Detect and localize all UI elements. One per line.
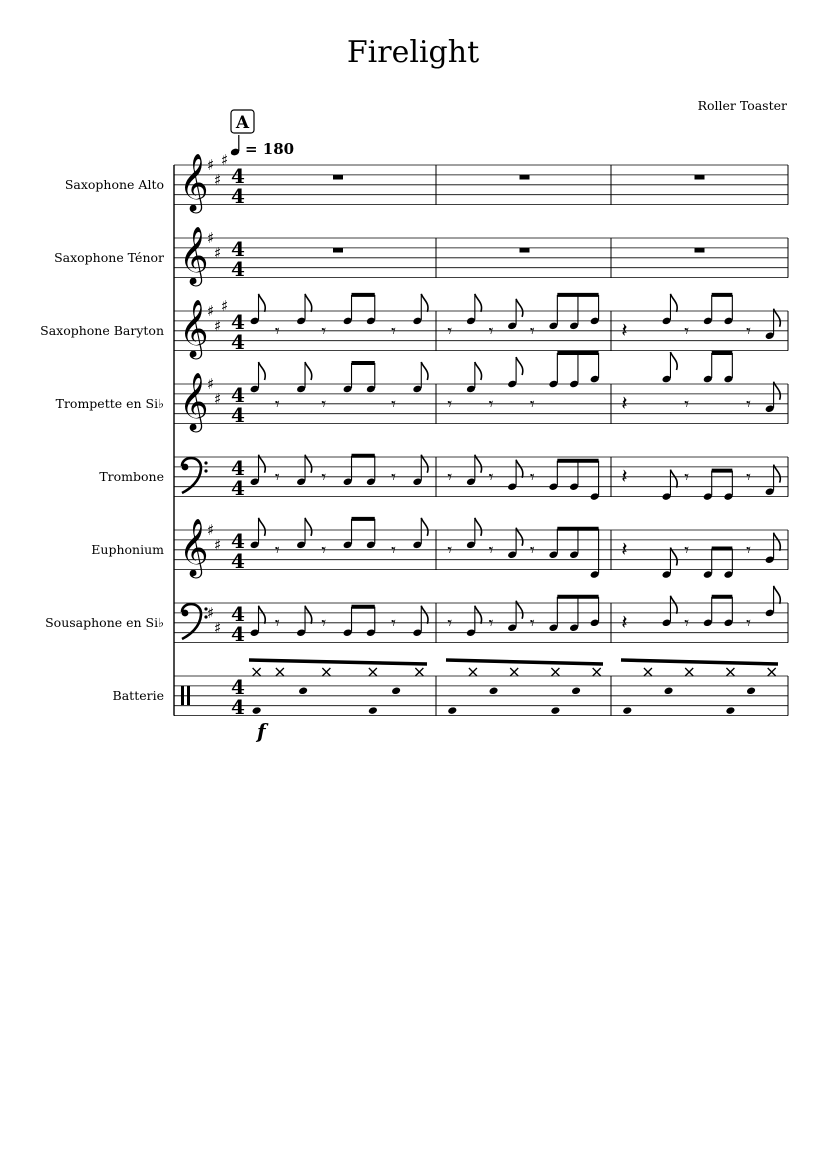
staff-saxophone-t-nor [54, 226, 788, 287]
sharp-icon: ♯ [214, 535, 222, 554]
notehead [489, 686, 499, 695]
eighth-rest: 𝄾 [529, 467, 535, 488]
time-signature-denominator: 4 [231, 403, 245, 427]
quarter-rest: 𝄽 [621, 318, 628, 342]
staff-trombone [99, 455, 788, 501]
eighth-rest: 𝄾 [746, 467, 751, 488]
whole-rest [333, 248, 343, 253]
quarter-rest: 𝄽 [621, 391, 628, 415]
instrument-name: Sousaphone en Si♭ [45, 615, 164, 630]
hihat-note [369, 668, 377, 676]
staff-sousaphone-en-si- [45, 586, 788, 646]
quarter-rest: 𝄽 [621, 610, 628, 634]
whole-rest [520, 248, 530, 253]
flag [516, 357, 523, 375]
flag [670, 294, 677, 312]
eighth-rest: 𝄾 [447, 613, 453, 634]
notehead [252, 706, 262, 715]
whole-rest [520, 175, 530, 180]
notehead [391, 686, 401, 695]
eighth-rest: 𝄾 [274, 613, 280, 634]
eighth-rest: 𝄾 [746, 321, 751, 342]
notehead [664, 686, 674, 695]
flag [475, 455, 482, 473]
flag [475, 518, 482, 536]
notehead [298, 686, 308, 695]
eighth-rest: 𝄾 [488, 613, 494, 634]
eighth-rest: 𝄾 [746, 394, 751, 415]
hihat-note [322, 668, 330, 676]
eighth-rest: 𝄾 [321, 467, 327, 488]
time-signature-denominator: 4 [231, 184, 245, 208]
percussion-clef-icon [187, 686, 190, 705]
hihat-note [593, 668, 601, 676]
bass-clef-dot [204, 461, 207, 464]
flag [516, 601, 523, 619]
time-signature-numerator: 4 [231, 675, 245, 699]
eighth-rest: 𝄾 [684, 394, 689, 415]
flag [259, 518, 266, 536]
bass-clef-dot [182, 464, 189, 471]
sharp-icon: ♯ [207, 229, 215, 247]
sharp-icon: ♯ [214, 618, 222, 637]
eighth-rest: 𝄾 [447, 321, 453, 342]
eighth-rest: 𝄾 [488, 540, 494, 561]
flag [774, 533, 781, 551]
hihat-note [726, 668, 734, 676]
treble-clef-icon: 𝄞 [179, 372, 209, 430]
flag [774, 465, 781, 483]
notehead [447, 706, 457, 715]
flag [670, 470, 677, 488]
treble-clef-icon: 𝄞 [179, 226, 209, 284]
instrument-name: Trombone [99, 469, 164, 484]
flag [305, 294, 312, 312]
quarter-rest: 𝄽 [621, 464, 628, 488]
instrument-name: Euphonium [91, 542, 164, 557]
notehead [622, 706, 632, 715]
hihat-note [551, 668, 559, 676]
flag [305, 362, 312, 380]
eighth-rest: 𝄾 [391, 467, 396, 488]
staff-euphonium [91, 518, 788, 579]
time-signature-denominator: 4 [231, 330, 245, 354]
flag [305, 606, 312, 624]
notehead [746, 686, 756, 695]
time-signature-numerator: 4 [231, 310, 245, 334]
eighth-rest: 𝄾 [684, 540, 689, 561]
tempo-bpm: = 180 [245, 140, 295, 158]
eighth-rest: 𝄾 [684, 467, 689, 488]
eighth-rest: 𝄾 [529, 321, 535, 342]
beam [446, 660, 603, 664]
whole-rest [333, 175, 343, 180]
eighth-rest: 𝄾 [391, 394, 396, 415]
time-signature-denominator: 4 [231, 695, 245, 719]
time-signature-numerator: 4 [231, 383, 245, 407]
notehead [368, 706, 378, 715]
eighth-rest: 𝄾 [488, 467, 494, 488]
notehead [571, 686, 581, 695]
sharp-icon: ♯ [207, 521, 215, 539]
flag [421, 294, 428, 312]
hihat-note [768, 668, 776, 676]
instrument-name: Saxophone Baryton [40, 323, 164, 338]
beam [621, 660, 778, 664]
rehearsal-mark-label: A [235, 113, 250, 133]
eighth-rest: 𝄾 [488, 321, 494, 342]
quarter-rest: 𝄽 [621, 537, 628, 561]
time-signature-denominator: 4 [231, 622, 245, 646]
flag [475, 362, 482, 380]
whole-rest [695, 175, 705, 180]
hihat-note [685, 668, 693, 676]
time-signature-denominator: 4 [231, 549, 245, 573]
score-title: Firelight [346, 35, 480, 70]
instrument-name: Trompette en Si♭ [55, 396, 164, 411]
flag [259, 362, 266, 380]
flag [670, 352, 677, 370]
sharp-icon: ♯ [221, 297, 229, 316]
time-signature-numerator: 4 [231, 529, 245, 553]
flag [475, 294, 482, 312]
bass-clef-icon [182, 458, 208, 493]
time-signature-numerator: 4 [231, 456, 245, 480]
sharp-icon: ♯ [207, 375, 215, 393]
hihat-note [469, 668, 477, 676]
eighth-rest: 𝄾 [321, 321, 327, 342]
beam [249, 660, 427, 664]
flag [421, 518, 428, 536]
staff-trompette-en-si- [56, 352, 788, 433]
sharp-icon: ♯ [207, 302, 215, 320]
hihat-note [253, 668, 261, 676]
eighth-rest: 𝄾 [274, 540, 280, 561]
eighth-rest: 𝄾 [321, 613, 327, 634]
notehead [725, 706, 735, 715]
flag [305, 518, 312, 536]
time-signature-numerator: 4 [231, 602, 245, 626]
eighth-rest: 𝄾 [488, 394, 494, 415]
sharp-icon: ♯ [207, 603, 215, 622]
flag [774, 309, 781, 327]
bass-clef-curve [182, 604, 201, 639]
composer-name: Roller Toaster [697, 98, 787, 113]
hihat-note [276, 668, 284, 676]
bass-clef-dot [182, 610, 189, 617]
sharp-icon: ♯ [214, 389, 222, 408]
eighth-rest: 𝄾 [529, 540, 535, 561]
flag [421, 455, 428, 473]
eighth-rest: 𝄾 [746, 613, 751, 634]
dynamic-marking: f [257, 719, 266, 743]
flag [259, 294, 266, 312]
eighth-rest: 𝄾 [447, 394, 453, 415]
notehead [550, 706, 560, 715]
eighth-rest: 𝄾 [447, 467, 453, 488]
percussion-clef-icon [181, 686, 184, 705]
eighth-rest: 𝄾 [274, 467, 280, 488]
eighth-rest: 𝄾 [321, 540, 327, 561]
eighth-rest: 𝄾 [321, 394, 327, 415]
flag [421, 362, 428, 380]
eighth-rest: 𝄾 [391, 321, 396, 342]
flag [774, 382, 781, 400]
eighth-rest: 𝄾 [684, 613, 689, 634]
time-signature-denominator: 4 [231, 257, 245, 281]
flag [259, 606, 266, 624]
bass-clef-dot [204, 469, 207, 472]
treble-clef-icon: 𝄞 [179, 299, 209, 357]
rehearsal-mark [231, 110, 254, 133]
flag [670, 596, 677, 614]
sharp-icon: ♯ [214, 243, 222, 262]
staff-batterie [113, 660, 788, 743]
tempo-marking [230, 135, 294, 158]
hihat-note [644, 668, 652, 676]
flag [670, 548, 677, 566]
hihat-note [510, 668, 518, 676]
bass-clef-icon [182, 604, 208, 639]
eighth-rest: 𝄾 [746, 540, 751, 561]
flag [475, 606, 482, 624]
eighth-rest: 𝄾 [684, 321, 689, 342]
sharp-icon: ♯ [221, 151, 229, 170]
flag [421, 606, 428, 624]
time-signature-denominator: 4 [231, 476, 245, 500]
flag [259, 455, 266, 473]
instrument-name: Saxophone Alto [64, 177, 164, 192]
eighth-rest: 𝄾 [391, 540, 396, 561]
eighth-rest: 𝄾 [529, 613, 535, 634]
eighth-rest: 𝄾 [274, 321, 280, 342]
hihat-note [415, 668, 423, 676]
instrument-name: Batterie [112, 688, 164, 703]
flag [516, 460, 523, 478]
time-signature-numerator: 4 [231, 237, 245, 261]
sharp-icon: ♯ [214, 170, 222, 189]
treble-clef-icon: 𝄞 [179, 518, 209, 576]
eighth-rest: 𝄾 [529, 394, 535, 415]
flag [774, 586, 781, 604]
flag [305, 455, 312, 473]
time-signature-numerator: 4 [231, 164, 245, 188]
sharp-icon: ♯ [207, 156, 215, 174]
flag [516, 528, 523, 546]
sharp-icon: ♯ [214, 316, 222, 335]
bass-clef-curve [182, 458, 201, 493]
eighth-rest: 𝄾 [391, 613, 396, 634]
eighth-rest: 𝄾 [447, 540, 453, 561]
score-system [40, 151, 788, 743]
eighth-rest: 𝄾 [274, 394, 280, 415]
treble-clef-icon: 𝄞 [179, 153, 209, 211]
whole-rest [695, 248, 705, 253]
flag [516, 299, 523, 317]
instrument-name: Saxophone Ténor [54, 250, 164, 265]
staff-saxophone-baryton [40, 294, 788, 360]
